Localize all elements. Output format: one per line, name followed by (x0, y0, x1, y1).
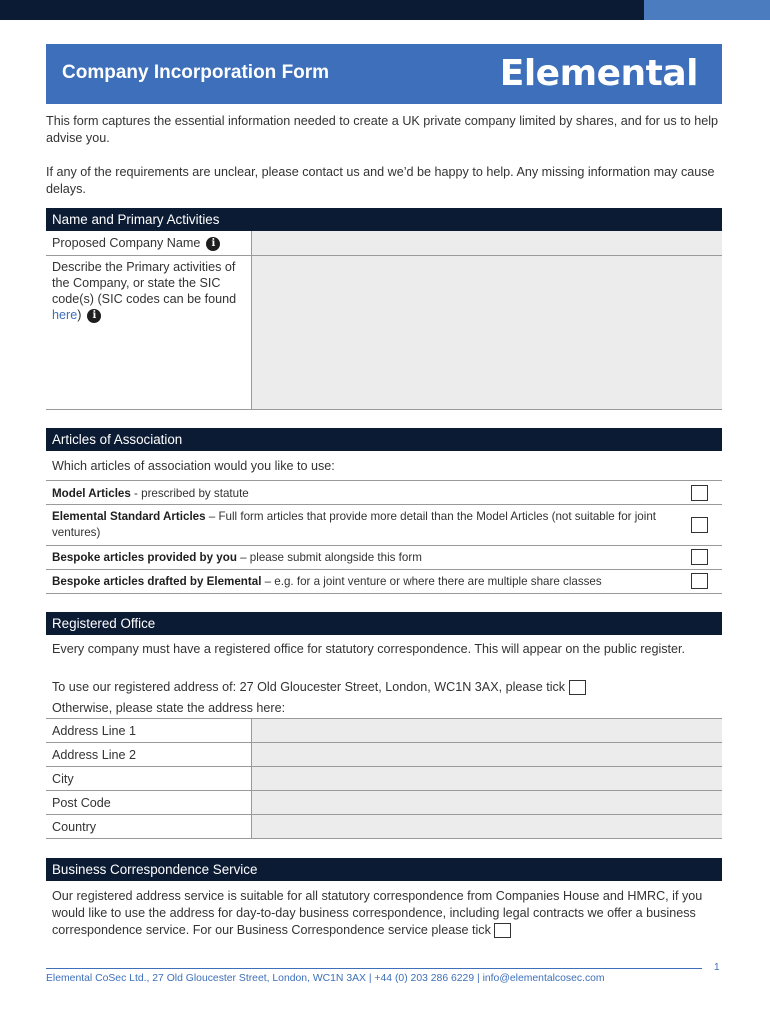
article-option-bespoke-provided: Bespoke articles provided by you – please submit alongside this form (46, 546, 722, 570)
activities-input[interactable] (251, 256, 722, 409)
company-name-row (46, 231, 722, 256)
country-input[interactable] (251, 815, 722, 838)
city-input[interactable] (251, 767, 722, 790)
article-option-bespoke-drafted: Bespoke articles drafted by Elemental – e.g. for a joint venture or where there are multiple share classes (46, 570, 722, 594)
address-line-2-label: Address Line 2 (52, 748, 137, 762)
city-label: City (52, 772, 74, 786)
office-otherwise: Otherwise, please state the address here: (52, 701, 286, 715)
post-code-input[interactable] (251, 791, 722, 814)
intro-paragraph-2: If any of the requirements are unclear, please contact us and we’d be happy to help. Any missing information may cause delays. (46, 165, 715, 196)
address-line-1-label: Address Line 1 (52, 724, 137, 738)
post-code-row (46, 791, 722, 815)
country-label: Country (52, 820, 97, 834)
articles-question: Which articles of association would you like to use: (52, 459, 335, 473)
section-header-bcs: Business Correspondence Service (46, 858, 722, 881)
address-line-1-input[interactable] (251, 719, 722, 742)
standard-articles-checkbox[interactable] (691, 517, 708, 533)
bcs-text: Our registered address service is suitable for all statutory correspondence from Companies House and HMRC, if you would like to use the address for day-to-day business correspondence, including legal contracts we offer a business correspondence service. For our Business Correspondence service please tick (52, 889, 703, 937)
info-icon[interactable]: i (87, 309, 101, 323)
office-use-ours: To use our registered address of: 27 Old Gloucester Street, London, WC1N 3AX, please tick (52, 679, 718, 696)
section-header-name: Name and Primary Activities (46, 208, 722, 231)
post-code-label: Post Code (52, 796, 111, 810)
activities-row (46, 256, 722, 410)
city-row (46, 767, 722, 791)
article-option-model: Model Articles - prescribed by statute (46, 480, 722, 505)
section-header-articles: Articles of Association (46, 428, 722, 451)
bcs-checkbox[interactable] (494, 923, 511, 938)
top-bar-accent (644, 0, 770, 20)
page-number: 1 (714, 962, 720, 973)
company-name-label: Proposed Company Name i (52, 235, 220, 251)
sic-codes-link[interactable]: here (52, 308, 78, 322)
footer-contact: Elemental CoSec Ltd., 27 Old Gloucester Street, London, WC1N 3AX | +44 (0) 203 286 6229 | info@elementalcosec.com (46, 973, 605, 984)
info-icon[interactable]: i (206, 237, 220, 251)
brand-logo: Elemental (499, 53, 698, 94)
bespoke-drafted-checkbox[interactable] (691, 573, 708, 589)
form-title: Company Incorporation Form (62, 62, 330, 83)
top-bar (0, 0, 770, 20)
model-articles-checkbox[interactable] (691, 485, 708, 501)
footer-divider (46, 968, 702, 969)
country-row (46, 815, 722, 839)
address-line-1-row (46, 718, 722, 743)
section-header-office: Registered Office (46, 612, 722, 635)
address-line-2-input[interactable] (251, 743, 722, 766)
article-option-standard: Elemental Standard Articles – Full form articles that provide more detail than the Model Articles (not suitable for joint ventures) (46, 505, 722, 546)
address-line-2-row (46, 743, 722, 767)
activities-label: Describe the Primary activities of the Company, or state the SIC code(s) (SIC codes can be found here) i (52, 260, 237, 322)
office-intro: Every company must have a registered office for statutory correspondence. This will appear on the public register. (52, 642, 686, 656)
registered-address-checkbox[interactable] (569, 680, 586, 695)
form-header (46, 44, 722, 104)
intro-paragraph-1: This form captures the essential information needed to create a UK private company limited by shares, and for us to help advise you. (46, 114, 719, 145)
bespoke-provided-checkbox[interactable] (691, 549, 708, 565)
company-name-input[interactable] (251, 231, 722, 255)
